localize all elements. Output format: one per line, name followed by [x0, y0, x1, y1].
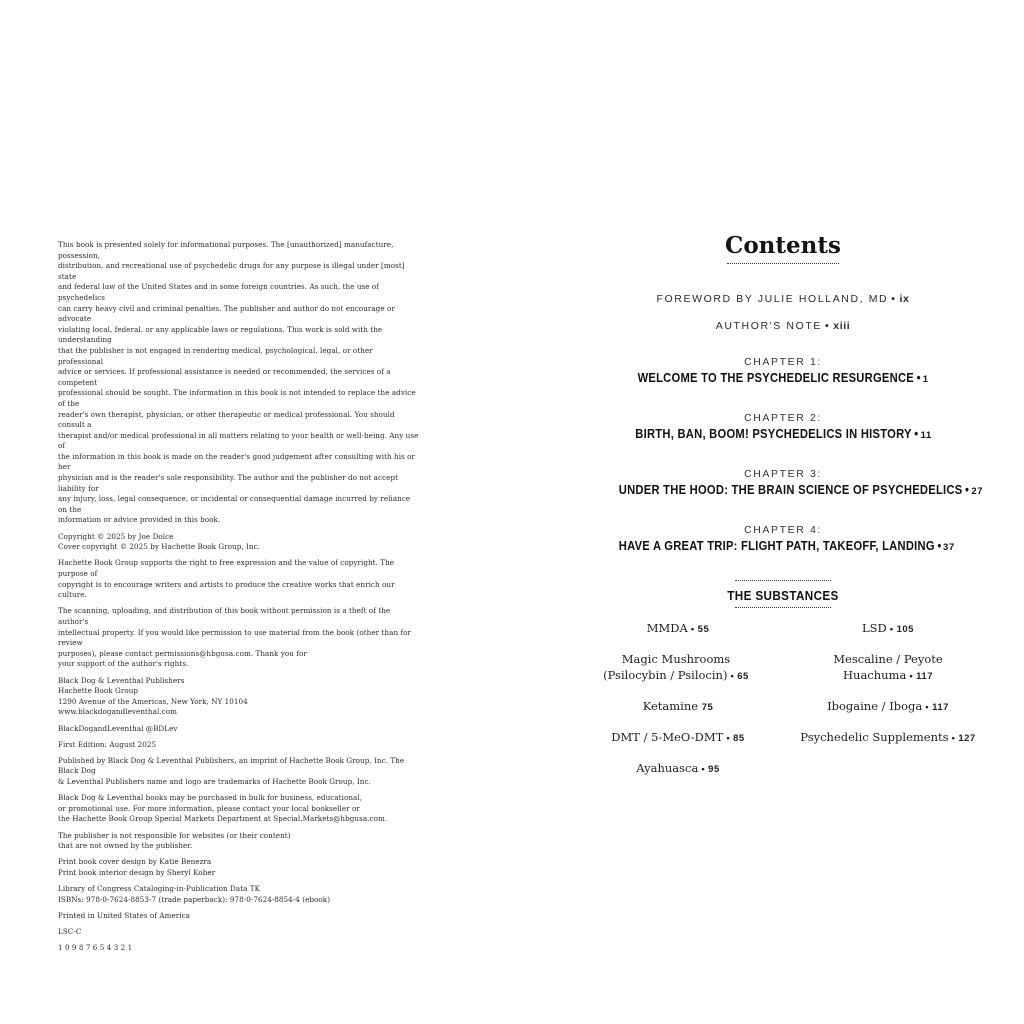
page-number: 55: [697, 624, 710, 635]
toc-entry-chapter-2: [592, 412, 974, 444]
page-number: ix: [899, 293, 910, 305]
substance-entry: [600, 730, 756, 747]
page-number: 117: [932, 702, 949, 713]
toc-entry-chapter-1: [592, 356, 974, 388]
substances-divider-top: [735, 580, 831, 581]
substances-divider-bottom: [735, 607, 831, 608]
page-number: 117: [916, 670, 933, 682]
page-number: 95: [708, 764, 720, 775]
publisher-address: Black Dog & Leventhal Publishers Hachette Book Group 1290 Avenue of the Americas, New York, NY 10104 www.blackdogandleventhal.com: [58, 675, 248, 717]
bullet: •: [891, 293, 897, 305]
substance-name: MMDA: [646, 621, 688, 635]
substance-entry: [618, 621, 738, 638]
substance-entry: [596, 652, 756, 684]
toc-entry-foreword: [592, 293, 974, 305]
toc-entry-chapter-4: [592, 524, 974, 556]
page-number: xiii: [833, 320, 851, 332]
chapter-title: [618, 537, 956, 556]
table-of-contents: [592, 230, 983, 608]
page-number: 1: [922, 374, 929, 385]
permissions-notice: The scanning, uploading, and distribution of this book without permission is a theft of the author's intellectual property. If you would like permission to use material from the book (other than for review purposes), please contact permissions@hbgusa.com. Thank you for your support of the author's rights.: [58, 606, 412, 669]
substance-entry: [616, 761, 740, 778]
page-number: 65: [737, 670, 749, 682]
bulk-sales-notice: Black Dog & Leventhal books may be purchased in bulk for business, educational, or promotional use. For more information, please contact your local bookseller or the Hachette Book Group Special Markets Department at Special.Markets@hbgusa.com.: [58, 793, 388, 824]
page-number: 75: [701, 702, 714, 713]
page-number: 11: [920, 430, 932, 441]
toc-entry-chapter-3: [592, 468, 983, 500]
toc-entry-authors-note: [592, 320, 974, 332]
substance-name: Magic Mushrooms: [621, 652, 731, 666]
printer-code: LSC-C: [58, 927, 82, 937]
chapter-title-text: HAVE A GREAT TRIP: FLIGHT PATH, TAKEOFF, LANDING: [618, 538, 935, 553]
copyright-notice: Copyright © 2025 by Joe Dolce Cover copyright © 2025 by Hachette Book Group, Inc.: [58, 531, 260, 552]
substance-name: DMT / 5-MeO-DMT: [611, 730, 724, 744]
design-credits: Print book cover design by Katie Benezra Print book interior design by Sheryl Kober: [58, 857, 216, 877]
bullet: •: [730, 670, 735, 682]
chapter-title-text: WELCOME TO THE PSYCHEDELIC RESURGENCE: [637, 370, 915, 385]
page-number: 127: [958, 733, 976, 744]
bullet: •: [916, 370, 921, 385]
entry-label: AUTHOR'S NOTE: [715, 320, 822, 332]
disclaimer-paragraph: This book is presented solely for informational purposes. The [unauthorized] manufacture, possession, distribution, and recreational use of psychedelic drugs for any purpose is illegal under [most] state and federal law of the United States and in some foreign countries. As such, the use of psychedelics can carry heavy civil and criminal penalties. The publisher and author do not encourage or advocate violating local, federal, or any applicable laws or regulations. This work is sold with the understanding that the publisher is not engaged in rendering medical, psychological, legal, or other professional advice or services. If professional assistance is needed or recommended, the services of a competent professional should be sought. The information in this book is not intended to replace the advice of the reader's own therapist, physician, or other therapeutic or medical professional. You should consult a therapist and/or medical professional in all matters relating to your health or well-being. Any use of the information in this book is made on the reader's good judgement after consulting with his or her physician and is the reader's sole responsibility. The author and the publisher do not accept liability for any injury, loss, legal consequence, or incidental or consequential damage incurred by reliance on the information or advice provided in this book.: [58, 240, 419, 525]
substance-name: Ibogaine / Iboga: [827, 699, 923, 713]
substance-name: Ayahuasca: [636, 761, 699, 775]
imprint-notice: Published by Black Dog & Leventhal Publishers, an imprint of Hachette Book Group, Inc. The Black Dog & Leventhal Publishers name and logo are trademarks of Hachette Book Group, Inc.: [58, 755, 405, 787]
copyright-block: [58, 240, 420, 960]
chapter-label: CHAPTER 4:: [744, 524, 822, 536]
chapter-label: CHAPTER 3:: [744, 468, 822, 480]
social-handle: BlackDogandLeventhal @BDLev: [58, 723, 178, 733]
substance-name-line-2: (Psilocybin / Psilocin): [603, 667, 728, 682]
bullet: •: [824, 320, 831, 332]
printing-line: 1 0 9 8 7 6 5 4 3 2 1: [58, 943, 133, 953]
substance-name-line-2: Huachuma: [843, 667, 907, 682]
website-disclaimer: The publisher is not responsible for websites (or their content) that are not owned by the publisher.: [58, 830, 291, 851]
bullet: •: [909, 670, 914, 682]
bullet: •: [937, 538, 942, 553]
bullet: •: [925, 702, 930, 713]
entry-label: FOREWORD BY JULIE HOLLAND, MD: [656, 293, 889, 305]
substance-entry: [616, 699, 740, 716]
substance-entry: [832, 621, 944, 638]
printed-in: Printed in United States of America: [58, 910, 190, 920]
page-number: 37: [943, 542, 956, 553]
bullet: •: [726, 733, 731, 744]
page-number: 105: [896, 624, 914, 635]
page-title: Contents: [725, 232, 841, 259]
substance-name: Mescaline / Peyote: [833, 652, 943, 666]
bullet: •: [914, 426, 919, 441]
chapter-title: [619, 425, 948, 444]
chapter-label: CHAPTER 1:: [744, 356, 822, 368]
substance-name: LSD: [862, 621, 887, 635]
chapter-label: CHAPTER 2:: [744, 412, 822, 424]
copyright-purpose: Hachette Book Group supports the right to free expression and the value of copyright. The purpose of copyright is to encourage writers and artists to produce the creative works that enrich our culture.: [58, 558, 395, 600]
substances-heading: THE SUBSTANCES: [727, 588, 839, 603]
bullet: •: [889, 624, 894, 635]
substance-entry: [800, 730, 976, 747]
chapter-title-text: UNDER THE HOOD: THE BRAIN SCIENCE OF PSYCHEDELICS: [618, 482, 963, 497]
page-number: 85: [733, 733, 745, 744]
chapter-title-text: BIRTH, BAN, BOOM! PSYCHEDELICS IN HISTORY: [635, 426, 912, 441]
substance-entry: [818, 699, 958, 716]
page-number: 27: [970, 486, 983, 497]
substance-name: Psychedelic Supplements: [800, 730, 949, 744]
bullet: •: [701, 764, 706, 775]
title-divider: [727, 263, 839, 264]
substance-name: Ketamine: [642, 699, 699, 713]
chapter-title: [619, 369, 948, 388]
substance-entry: [820, 652, 956, 684]
bullet: •: [690, 624, 695, 635]
chapter-title: [618, 481, 983, 500]
bullet: •: [965, 482, 970, 497]
bullet: •: [951, 733, 956, 744]
edition-line: First Edition: August 2025: [58, 739, 157, 749]
isbn-block: Library of Congress Cataloging-in-Publication Data TK ISBNs: 978-0-7624-8853-7 (trade paperback); 978-0-7624-8854-4 (ebook): [58, 884, 331, 904]
